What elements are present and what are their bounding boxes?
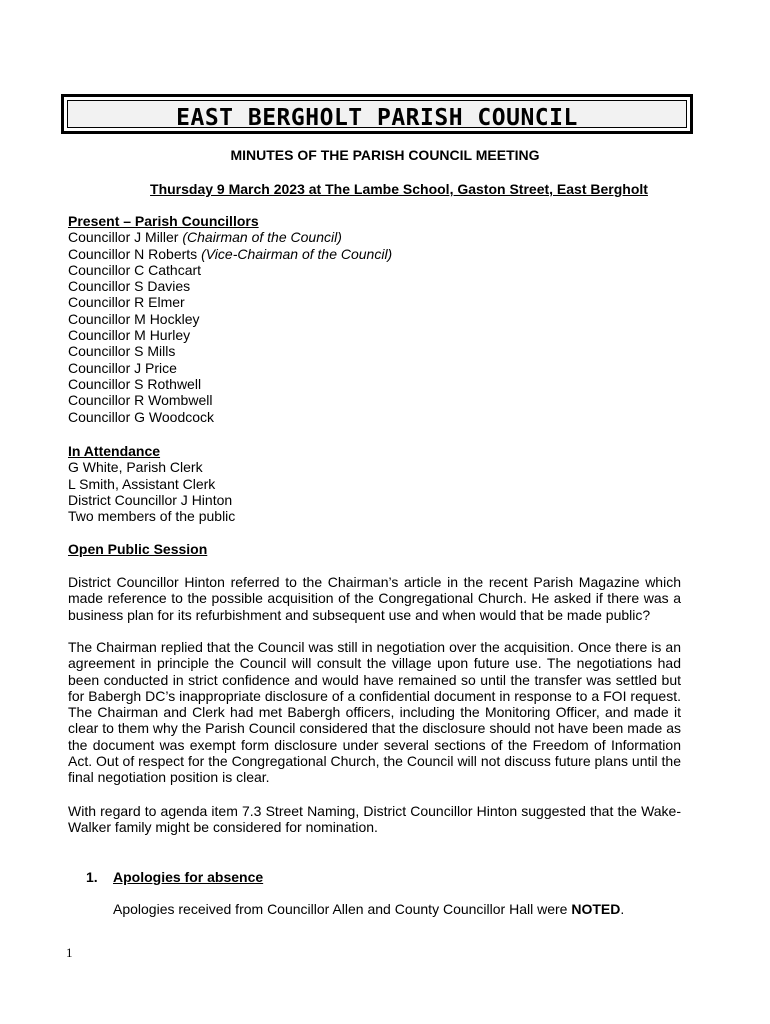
apologies-number: 1. xyxy=(86,869,98,885)
member-name: Councillor M Hockley xyxy=(68,310,200,327)
member-name: Councillor M Hurley xyxy=(68,327,191,344)
apologies-tail: . xyxy=(620,901,625,917)
present-member xyxy=(68,343,681,359)
open-session-heading: Open Public Session xyxy=(68,541,208,557)
attendee: L Smith, Assistant Clerk xyxy=(68,475,216,492)
present-member xyxy=(68,278,681,294)
apologies-noted: NOTED xyxy=(571,901,621,917)
open-session-heading-wrap xyxy=(68,541,681,557)
present-member xyxy=(68,246,681,262)
open-session-paragraph-3: With regard to agenda item 7.3 Street Naming, District Councillor Hinton suggested that the Wake-Walker family might be considered for nomination. xyxy=(68,803,681,836)
present-list xyxy=(68,229,681,425)
present-heading: Present – Parish Councillors xyxy=(68,213,259,229)
member-name: Councillor R Elmer xyxy=(68,294,185,311)
page-number: 1 xyxy=(66,945,73,960)
present-member xyxy=(68,294,681,310)
council-title: EAST BERGHOLT PARISH COUNCIL xyxy=(176,105,578,131)
open-session-paragraph-2: The Chairman replied that the Council was still in negotiation over the acquisition. Once there is an agreement in principle the Council will consult the village upon future use. The negotiations had been conducted in strict confidence and would have remained so until the transfer was settled but for Babergh DC’s inappropriate disclosure of a confidential document in response to a FOI request. The Chairman and Clerk had met Babergh officers, including the Monitoring Officer, and made it clear to them why the Parish Council considered that the disclosure should not have been made as the document was exempt form disclosure under several sections of the Freedom of Information Act. Out of respect for the Congregational Church, the Council will not discuss future plans until the final negotiation position is clear. xyxy=(68,639,681,786)
member-name: Councillor J Miller xyxy=(68,229,183,246)
member-name: Councillor G Woodcock xyxy=(68,408,215,425)
attendee: District Councillor J Hinton xyxy=(68,491,233,508)
present-member xyxy=(68,360,681,376)
present-member xyxy=(68,376,681,392)
apologies-text: Apologies received from Councillor Allen and County Councillor Hall were xyxy=(113,901,572,917)
member-role: (Vice-Chairman of the Council) xyxy=(201,245,393,262)
apologies-heading: Apologies for absence xyxy=(113,869,264,885)
member-name: Councillor S Mills xyxy=(68,343,176,360)
member-name: Councillor C Cathcart xyxy=(68,261,202,278)
member-name: Councillor S Rothwell xyxy=(68,375,202,392)
member-name: Councillor R Wombwell xyxy=(68,392,213,409)
minutes-heading: MINUTES OF THE PARISH COUNCIL MEETING xyxy=(230,147,540,163)
attendance-list xyxy=(68,459,681,524)
attendee: Two members of the public xyxy=(68,508,236,525)
present-member xyxy=(68,327,681,343)
present-member xyxy=(68,392,681,408)
meeting-date-location: Thursday 9 March 2023 at The Lambe School, Gaston Street, East Bergholt xyxy=(150,181,648,197)
present-member xyxy=(68,229,681,245)
attendance-section xyxy=(68,443,681,524)
member-role: (Chairman of the Council) xyxy=(182,229,342,246)
apologies-heading-row xyxy=(86,869,263,885)
member-name: Councillor N Roberts xyxy=(68,245,202,262)
present-member xyxy=(68,409,681,425)
title-banner-inner xyxy=(67,100,687,131)
member-name: Councillor J Price xyxy=(68,359,177,376)
apologies-text-row xyxy=(113,901,624,917)
title-banner xyxy=(61,94,693,134)
attendance-heading: In Attendance xyxy=(68,443,161,459)
member-name: Councillor S Davies xyxy=(68,278,191,295)
present-section xyxy=(68,213,681,425)
attendee: G White, Parish Clerk xyxy=(68,459,203,476)
open-session-paragraph-1: District Councillor Hinton referred to the Chairman’s article in the recent Parish Magazine which made reference to the possible acquisition of the Congregational Church. He asked if there was a business plan for its refurbishment and subsequent use and when would that be made public? xyxy=(68,574,681,623)
present-member xyxy=(68,262,681,278)
present-member xyxy=(68,311,681,327)
